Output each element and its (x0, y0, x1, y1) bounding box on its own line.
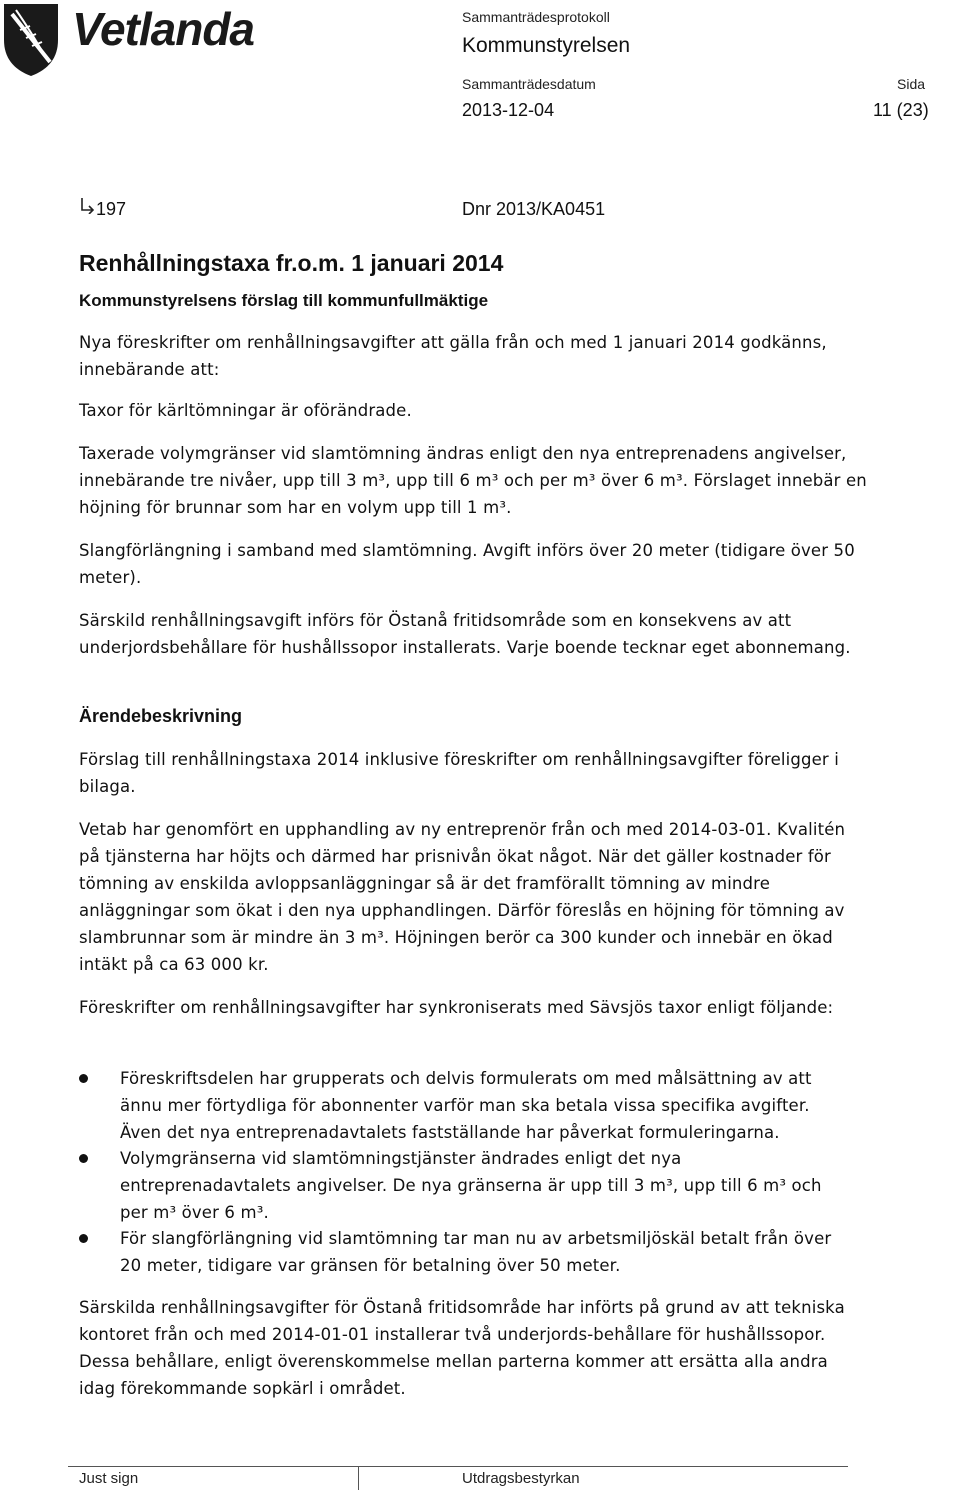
meeting-date-label: Sammanträdesdatum (462, 76, 596, 92)
extract-certification-label: Utdragsbestyrkan (462, 1470, 580, 1487)
bullet-icon (79, 1154, 88, 1163)
logo-wordmark: Vetlanda (72, 3, 255, 55)
meeting-date: 2013-12-04 (462, 100, 555, 120)
signature-label: Just sign (79, 1470, 139, 1487)
page-number: 11 (23) (873, 100, 929, 120)
case-subtitle: Kommunstyrelsens förslag till kommunfullmäktige (79, 291, 489, 310)
description-paragraph: Föreskrifter om renhållningsavgifter har synkroniserats med Sävsjös taxor enligt följande: (79, 998, 834, 1017)
footer-rule (68, 1466, 848, 1467)
paragraph-arrow-icon (80, 198, 94, 214)
bullet-icon (79, 1074, 88, 1083)
description-paragraph: Förslag till renhållningstaxa 2014 inklusive föreskrifter om renhållningsavgifter föreligger i bilaga. (79, 750, 839, 796)
page-label: Sida (897, 76, 926, 92)
bullet-icon (79, 1234, 88, 1243)
proposal-item: Särskild renhållningsavgift införs för Östanå fritidsområde som en konsekvens av att underjordsbehållare för hushållssopor installerats. Varje boende tecknar eget abonnemang. (79, 611, 851, 657)
committee-name: Kommunstyrelsen (462, 34, 631, 57)
closing-paragraph: Särskilda renhållningsavgifter för Östanå fritidsområde har införts på grund av att tekniska kontoret från och med 2014-01-01 installerar två underjords-behållare för hushållssopor. Dessa behållare, enligt överenskommelse mellan parterna kommer att ersätta alla andra idag förekommande sopkärl i området. (79, 1298, 845, 1398)
description-paragraph: Vetab har genomfört en upphandling av ny entreprenör från och med 2014-03-01. Kvalitén på tjänsterna har höjts och därmed har prisnivån ökat något. När det gäller kostnader för tömning av enskilda avloppsanläggningar så är det framförallt tömning av mindre anläggningar som ökat i den nya upphandlingen. Därför föreslås en höjning för tömning av slambrunnar som är mindre än 3 m³. Höjningen berör ca 300 kunder och innebär en ökad intäkt på ca 63 000 kr. (79, 820, 846, 974)
proposal-item: Slangförlängning i samband med slamtömning. Avgift införs över 20 meter (tidigare över 50 meter). (79, 541, 855, 587)
proposal-item: Taxor för kärltömningar är oförändrade. (79, 401, 412, 420)
list-item-text: Föreskriftsdelen har grupperats och delvis formulerats om med målsättning av att ännu mer förtydliga för abonnenter varför man ska betala vissa specifika avgifter. Även det nya entreprenadavtalets fastställande har påverkat formuleringarna. (120, 1069, 812, 1142)
section-heading: Ärendebeskrivning (79, 706, 243, 726)
registration-number: Dnr 2013/KA0451 (462, 199, 606, 219)
list-item-text: Volymgränserna vid slamtömningstjänster ändrades enligt det nya entreprenadavtalets angivelser. De nya gränserna är upp till 3 m³, upp till 6 m³ och per m³ över 6 m³. (120, 1149, 822, 1222)
document-type: Sammanträdesprotokoll (462, 9, 610, 25)
case-title: Renhållningstaxa fr.o.m. 1 januari 2014 (79, 250, 504, 276)
proposal-intro: Nya föreskrifter om renhållningsavgifter att gälla från och med 1 januari 2014 godkänns, innebärande att: (79, 333, 827, 379)
footer-divider (358, 1466, 359, 1490)
coat-of-arms-icon (0, 0, 62, 78)
case-number: 197 (96, 199, 127, 219)
proposal-item: Taxerade volymgränser vid slamtömning ändras enligt den nya entreprenadens angivelser, innebärande tre nivåer, upp till 3 m³, upp till 6 m³ och per m³ över 6 m³. Förslaget innebär en höjning för brunnar som har en volym upp till 1 m³. (79, 444, 867, 517)
list-item-text: För slangförlängning vid slamtömning tar man nu av arbetsmiljöskäl betalt från över 20 meter, tidigare var gränsen för betalning över 50 meter. (120, 1229, 832, 1275)
municipality-logo (0, 0, 300, 80)
